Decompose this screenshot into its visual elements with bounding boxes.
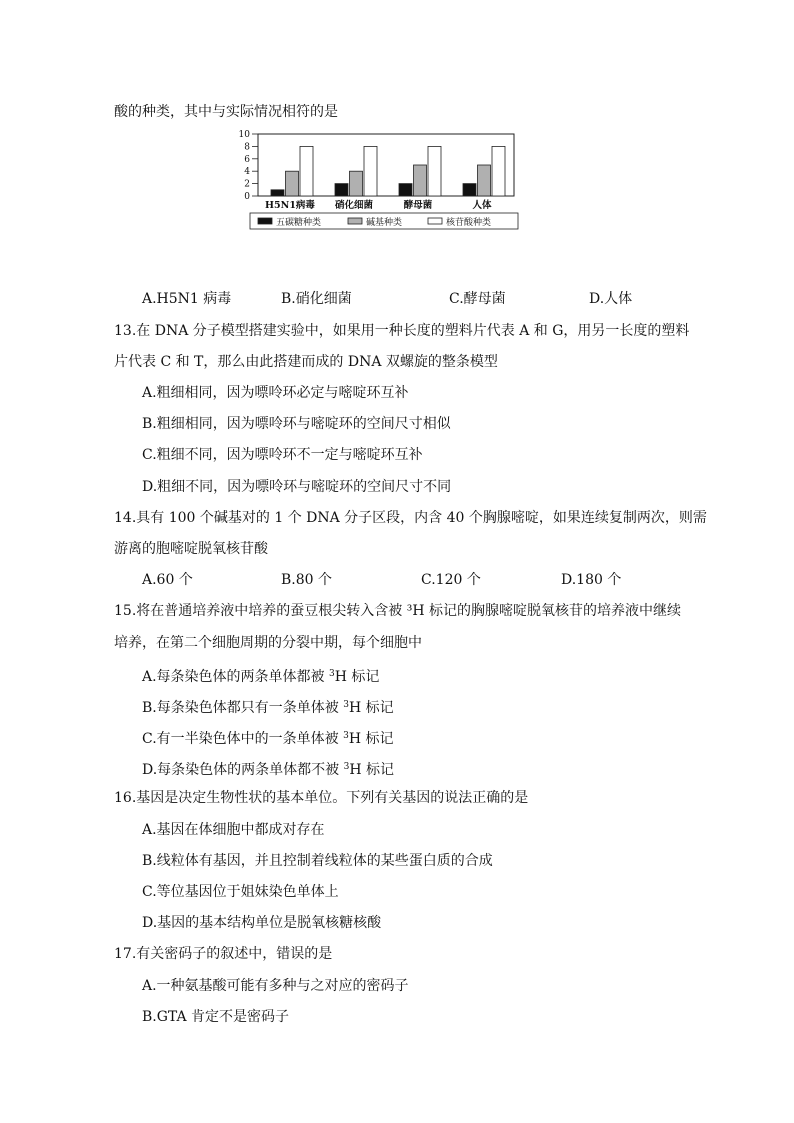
q16-option-a: A.基因在体细胞中都成对存在 xyxy=(142,822,325,838)
q14-option-c: C.120 个 xyxy=(421,572,481,588)
bar xyxy=(399,184,412,196)
q12-option-b: B.硝化细菌 xyxy=(281,291,352,307)
q15-stem-line1: 15.将在普通培养液中培养的蚕豆根尖转入含被 ³H 标记的胸腺嘧啶脱氧核苷的培养液中继续 xyxy=(114,603,681,619)
q16-option-b: B.线粒体有基因，并且控制着线粒体的某些蛋白质的合成 xyxy=(142,853,493,869)
bar xyxy=(335,184,348,196)
y-axis-ticks xyxy=(239,130,258,202)
plot-area xyxy=(258,134,514,196)
x-category-label: H5N1病毒 xyxy=(265,200,315,211)
q15-option-a: A.每条染色体的两条单体都被 $^3$H 标记 xyxy=(142,669,380,685)
bar-chart xyxy=(236,127,521,235)
q14-stem-line2: 游离的胞嘧啶脱氧核苷酸 xyxy=(114,541,268,557)
y-tick-label: 8 xyxy=(244,142,250,153)
bar xyxy=(271,190,284,196)
q12-option-d: D.人体 xyxy=(589,291,633,307)
chart-legend xyxy=(250,213,518,229)
y-tick-label: 0 xyxy=(244,192,250,202)
question-intro: 酸的种类，其中与实际情况相符的是 xyxy=(114,104,338,120)
bar xyxy=(428,146,441,196)
legend-swatch xyxy=(348,218,362,224)
bar xyxy=(414,165,427,196)
bar xyxy=(492,146,505,196)
bar xyxy=(350,171,363,196)
q14-option-a: A.60 个 xyxy=(142,572,193,588)
x-category-label: 人体 xyxy=(472,200,492,211)
q15-option-b: B.每条染色体都只有一条单体被 $^3$H 标记 xyxy=(142,700,394,716)
y-tick-label: 6 xyxy=(244,154,250,165)
legend-swatch xyxy=(258,218,272,224)
q13-stem-line1: 13.在 DNA 分子模型搭建实验中，如果用一种长度的塑料片代表 A 和 G，用另一长度的塑料 xyxy=(114,323,690,339)
q13-option-a: A.粗细相同，因为嘌呤环必定与嘧啶环互补 xyxy=(142,385,409,401)
q13-option-b: B.粗细相同，因为嘌呤环与嘧啶环的空间尺寸相似 xyxy=(142,416,451,432)
y-tick-label: 4 xyxy=(244,167,250,178)
q16-stem: 16.基因是决定生物性状的基本单位。下列有关基因的说法正确的是 xyxy=(114,790,529,806)
q14-stem-line1: 14.具有 100 个碱基对的 1 个 DNA 分子区段，内含 40 个胸腺嘧啶，如果连续复制两次，则需 xyxy=(114,510,707,526)
q12-option-a: A.H5N1 病毒 xyxy=(142,291,232,307)
bar xyxy=(364,146,377,196)
q13-option-c: C.粗细不同，因为嘌呤环不一定与嘧啶环互补 xyxy=(142,447,423,463)
y-tick-label: 10 xyxy=(238,130,250,140)
q16-option-c: C.等位基因位于姐妹染色单体上 xyxy=(142,884,339,900)
q17-stem: 17.有关密码子的叙述中，错误的是 xyxy=(114,946,333,962)
y-tick-label: 2 xyxy=(244,179,250,190)
x-category-label: 硝化细菌 xyxy=(334,200,374,211)
q14-option-b: B.80 个 xyxy=(281,572,333,588)
q17-option-a: A.一种氨基酸可能有多种与之对应的密码子 xyxy=(142,978,409,994)
legend-label: 五碳糖种类 xyxy=(276,218,322,228)
bar xyxy=(463,184,476,196)
bar xyxy=(478,165,491,196)
q14-option-d: D.180 个 xyxy=(561,572,622,588)
q16-option-d: D.基因的基本结构单位是脱氧核糖核酸 xyxy=(142,915,382,931)
legend-swatch xyxy=(428,218,442,224)
x-axis-labels xyxy=(265,199,492,211)
legend-label: 碱基种类 xyxy=(366,218,403,228)
x-category-label: 酵母菌 xyxy=(403,200,433,211)
q15-option-d: D.每条染色体的两条单体都不被 $^3$H 标记 xyxy=(142,762,395,778)
bar xyxy=(300,146,313,196)
legend-label: 核苷酸种类 xyxy=(446,218,492,228)
q13-stem-line2: 片代表 C 和 T，那么由此搭建而成的 DNA 双螺旋的整条模型 xyxy=(114,354,498,370)
q13-option-d: D.粗细不同，因为嘌呤环与嘧啶环的空间尺寸不同 xyxy=(142,479,452,495)
q15-stem-line2: 培养，在第二个细胞周期的分裂中期，每个细胞中 xyxy=(114,635,422,651)
q15-option-c: C.有一半染色体中的一条单体被 $^3$H 标记 xyxy=(142,731,394,747)
bar xyxy=(286,171,299,196)
q17-option-b: B.GTA 肯定不是密码子 xyxy=(142,1009,290,1025)
q12-option-c: C.酵母菌 xyxy=(449,291,506,307)
